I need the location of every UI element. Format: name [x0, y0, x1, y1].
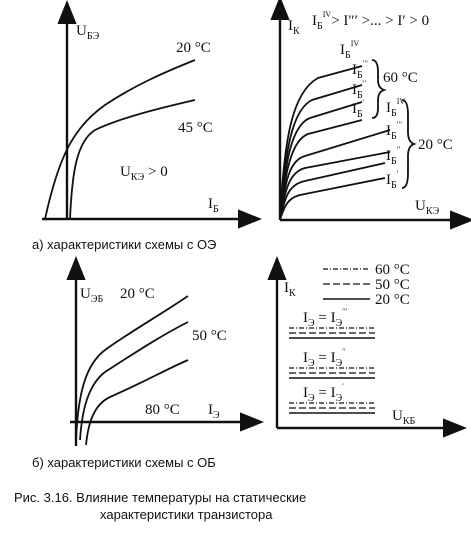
curve-60c-i	[280, 120, 362, 220]
panel-cb-input	[70, 268, 252, 446]
label-ib-iv-60: $I_Б^{IV}$	[340, 39, 360, 61]
y-axis-label: $U_{БЭ}$	[76, 23, 100, 42]
y-axis-label: $U_{ЭБ}$	[80, 286, 104, 305]
curve-label-80c: 80 °C	[145, 402, 180, 418]
panel-ce-output	[280, 8, 462, 220]
caption-cb: б) характеристики схемы с ОБ	[32, 455, 216, 470]
panel-cb-output	[277, 262, 455, 428]
legend-label-20c: 20 °C	[375, 292, 410, 308]
curve-label-45c: 45 °C	[178, 120, 213, 136]
label-ib-iii-20: $I_Б'''$	[386, 120, 402, 142]
label-ib-ii-60: $I_Б''$	[352, 79, 367, 101]
curve-label-20c: 20 °C	[120, 286, 155, 302]
group-label-ie-i: $I_Э = I_Э'$	[303, 382, 344, 404]
temp-label-60c: 60 °C	[383, 70, 418, 86]
x-axis-label: $I_Б$	[208, 196, 219, 215]
x-axis-label: $U_{КЭ}$	[415, 198, 440, 217]
label-ib-i-60: $I_Б'$	[352, 98, 365, 120]
group-label-ie-iii: $I_Э = I_Э'''$	[303, 307, 348, 329]
curve-label-50c: 50 °C	[192, 328, 227, 344]
y-axis-label: $I_К$	[288, 18, 300, 37]
label-ib-i-20: $I_Б'$	[386, 169, 399, 191]
group-label-ie-ii: $I_Э = I_Э''$	[303, 347, 346, 369]
label-ib-ii-20: $I_Б''$	[386, 145, 401, 167]
legend-label-50c: 50 °C	[375, 277, 410, 293]
caption-ce: а) характеристики схемы с ОЭ	[32, 237, 217, 252]
x-axis-label: $U_{КБ}$	[392, 408, 416, 427]
figure-caption-line1: Рис. 3.16. Влияние температуры на статические	[14, 490, 307, 505]
panel-ce-input	[42, 12, 250, 219]
label-ib-iv-20: $I_Б^{IV}$	[386, 97, 406, 119]
legend-label-60c: 60 °C	[375, 262, 410, 278]
figure-caption-line2: характеристики транзистора	[100, 507, 273, 522]
order-text: $I_Б^{IV}> I'''$ >... > I′ > 0	[312, 10, 430, 32]
temp-label-20c: 20 °C	[418, 137, 453, 153]
curve-label-20c: 20 °C	[176, 40, 211, 56]
condition-label: $U_{КЭ} > 0$	[120, 164, 168, 183]
x-axis-label: $I_Э$	[208, 402, 220, 421]
label-ib-iii-60: $I_Б'''$	[352, 59, 368, 81]
y-axis-label: $I_К$	[284, 280, 296, 299]
brace-60c	[372, 60, 384, 118]
brace-20c	[402, 100, 414, 188]
curve-20c-ii	[280, 163, 385, 220]
